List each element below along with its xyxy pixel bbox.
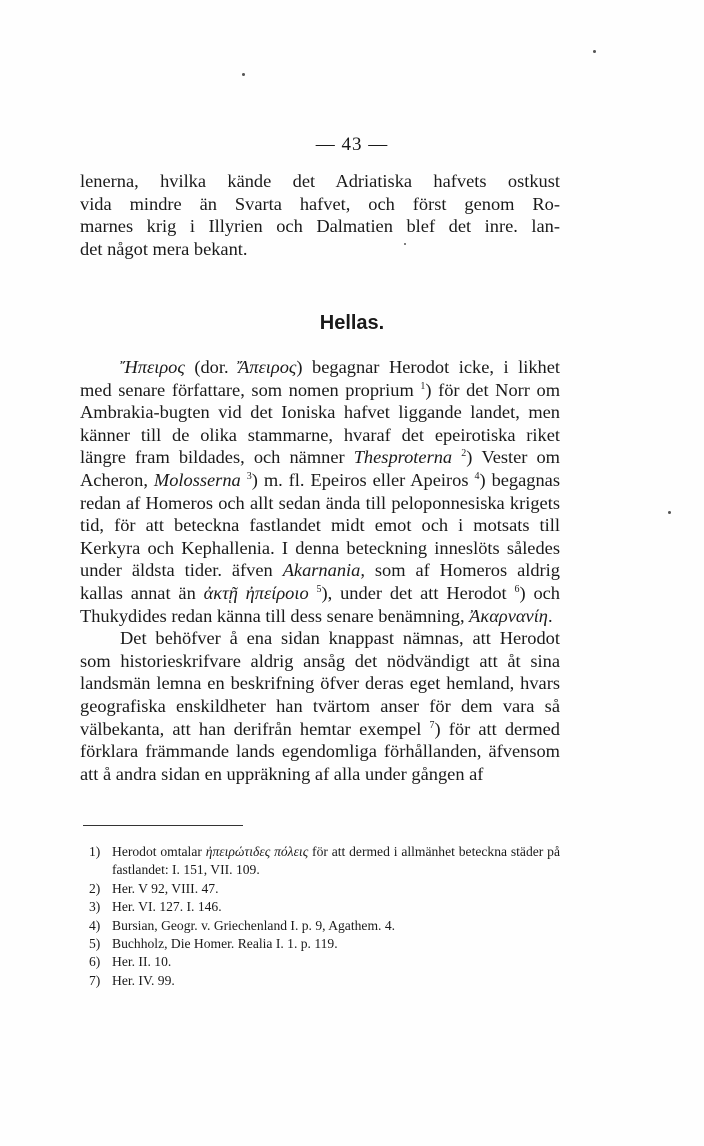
- page-number: — 43 —: [315, 134, 389, 155]
- text-run: Det behöfver å ena sidan knappast nämnas, att Herodot som historieskrifvare aldrig ansåg det nödvändigt att åt sina landsmän lemna en beskrifning öfver deras eget hemland, hvars geografiska enskildheter han tvärtom anser för dem vara så välbekanta, att han derifrån hemtar exempel: [80, 628, 560, 739]
- paper-speck: [668, 511, 671, 514]
- footnote-divider: [83, 825, 243, 826]
- footnote-mark: 6): [89, 954, 101, 970]
- footnote: [80, 880, 560, 898]
- text-run: (dor.: [184, 357, 239, 377]
- footnote-text: Her. IV. 99.: [112, 972, 175, 988]
- italic-term: Akarnania,: [282, 560, 365, 581]
- paragraph-herodot: [80, 627, 560, 785]
- text-run: ) begagnas redan af Homeros och allt sedan ända till peloponnesiska krigets tid, för att beteckna fastlandet midt emot och i motsats till Kerkyra och Kephallenia. I denna beteckning inneslöts således under äldsta tider. äfven: [80, 469, 560, 581]
- footnote-ref: 6: [514, 583, 520, 595]
- footnote-ref: 1: [420, 380, 426, 392]
- text-run: ), under det att Herodot: [321, 582, 515, 603]
- text-run: .: [547, 605, 553, 626]
- intro-line: lenerna, hvilka kände det Adriatiska hafvets ostkust: [80, 171, 560, 191]
- paper-speck: [242, 73, 245, 76]
- footnote-mark: 4): [89, 917, 101, 933]
- greek-term: ἠπειρώτιδες πόλεις: [205, 844, 309, 859]
- text-run: ) och Thukydides redan känna till dess senare benämning,: [80, 582, 561, 626]
- text-run: ) för att dermed förklara främmande lands egendomliga förhållanden, äfvensom att å andra sidan en uppräkning af alla under gången af: [80, 718, 560, 784]
- text-run: ) för det Norr om Ambrakia-bugten vid det Ioniska hafvet liggande landet, men känner till de olika stammarne, hvaraf det epeirotiska riket längre fram bildades, och nämner: [80, 379, 560, 468]
- italic-term: Molosserna: [153, 469, 241, 490]
- footnote: [80, 917, 560, 935]
- footnote-text: Buchholz, Die Homer. Realia I. 1. p. 119.: [112, 936, 338, 952]
- footnote-ref: 4: [474, 470, 480, 482]
- italic-term: Thesproterna: [353, 447, 453, 468]
- text-run: ) Vester om Acheron,: [80, 447, 560, 490]
- text-run: ) m. fl. Epeiros eller Apeiros: [251, 469, 475, 490]
- intro-line: marnes krig i Illyrien och Dalmatien blef det inre. lan-: [80, 216, 560, 237]
- paper-speck: [593, 50, 596, 53]
- greek-term: Ἀκαρνανίη: [469, 605, 548, 626]
- main-text: [80, 356, 560, 785]
- footnote-mark: 3): [89, 899, 101, 915]
- footnote: [80, 972, 560, 990]
- footnote-ref: 7: [429, 719, 435, 731]
- footnote-text: Her. II. 10.: [112, 954, 172, 970]
- text-run: ) begagnar Herodot icke, i likhet med senare författare, som nomen proprium: [80, 357, 560, 400]
- greek-term: ἀκτῇ ἠπείροιο: [203, 582, 309, 603]
- section-heading: Hellas.: [319, 312, 385, 334]
- paragraph-epeiros: [80, 356, 560, 627]
- greek-term: Ἄπειρος: [238, 357, 297, 377]
- intro-paragraph: [80, 170, 560, 260]
- intro-line: vida mindre än Svarta hafvet, och först genom Ro-: [80, 193, 560, 214]
- footnote-text: Bursian, Geogr. v. Griechenland I. p. 9, Agathem. 4.: [112, 917, 396, 933]
- footnote: [80, 898, 560, 916]
- intro-line: det något mera bekant.: [80, 238, 248, 259]
- footnote-text: för att dermed i allmänhet beteckna städer på fastlandet: I. 151, VII. 109.: [112, 844, 560, 878]
- footnote-ref: 3: [246, 470, 252, 482]
- footnote-mark: 7): [89, 972, 101, 988]
- footnote-text: Her. V 92, VIII. 47.: [112, 880, 219, 896]
- footnotes: [80, 843, 560, 990]
- footnote-mark: 5): [89, 936, 101, 952]
- footnote: [80, 953, 560, 971]
- footnote-text: Her. VI. 127. I. 146.: [112, 899, 222, 915]
- footnote-ref: 5: [316, 583, 322, 595]
- footnote: [80, 935, 560, 953]
- text-run: som af Homeros aldrig kallas annat än: [80, 560, 560, 603]
- footnote-mark: 2): [89, 880, 101, 896]
- footnote-mark: 1): [89, 844, 101, 859]
- footnote-text: Herodot omtalar: [112, 844, 206, 859]
- greek-term: Ἤπειρος: [120, 357, 185, 377]
- footnote-ref: 2: [461, 448, 467, 460]
- footnote: [80, 843, 560, 880]
